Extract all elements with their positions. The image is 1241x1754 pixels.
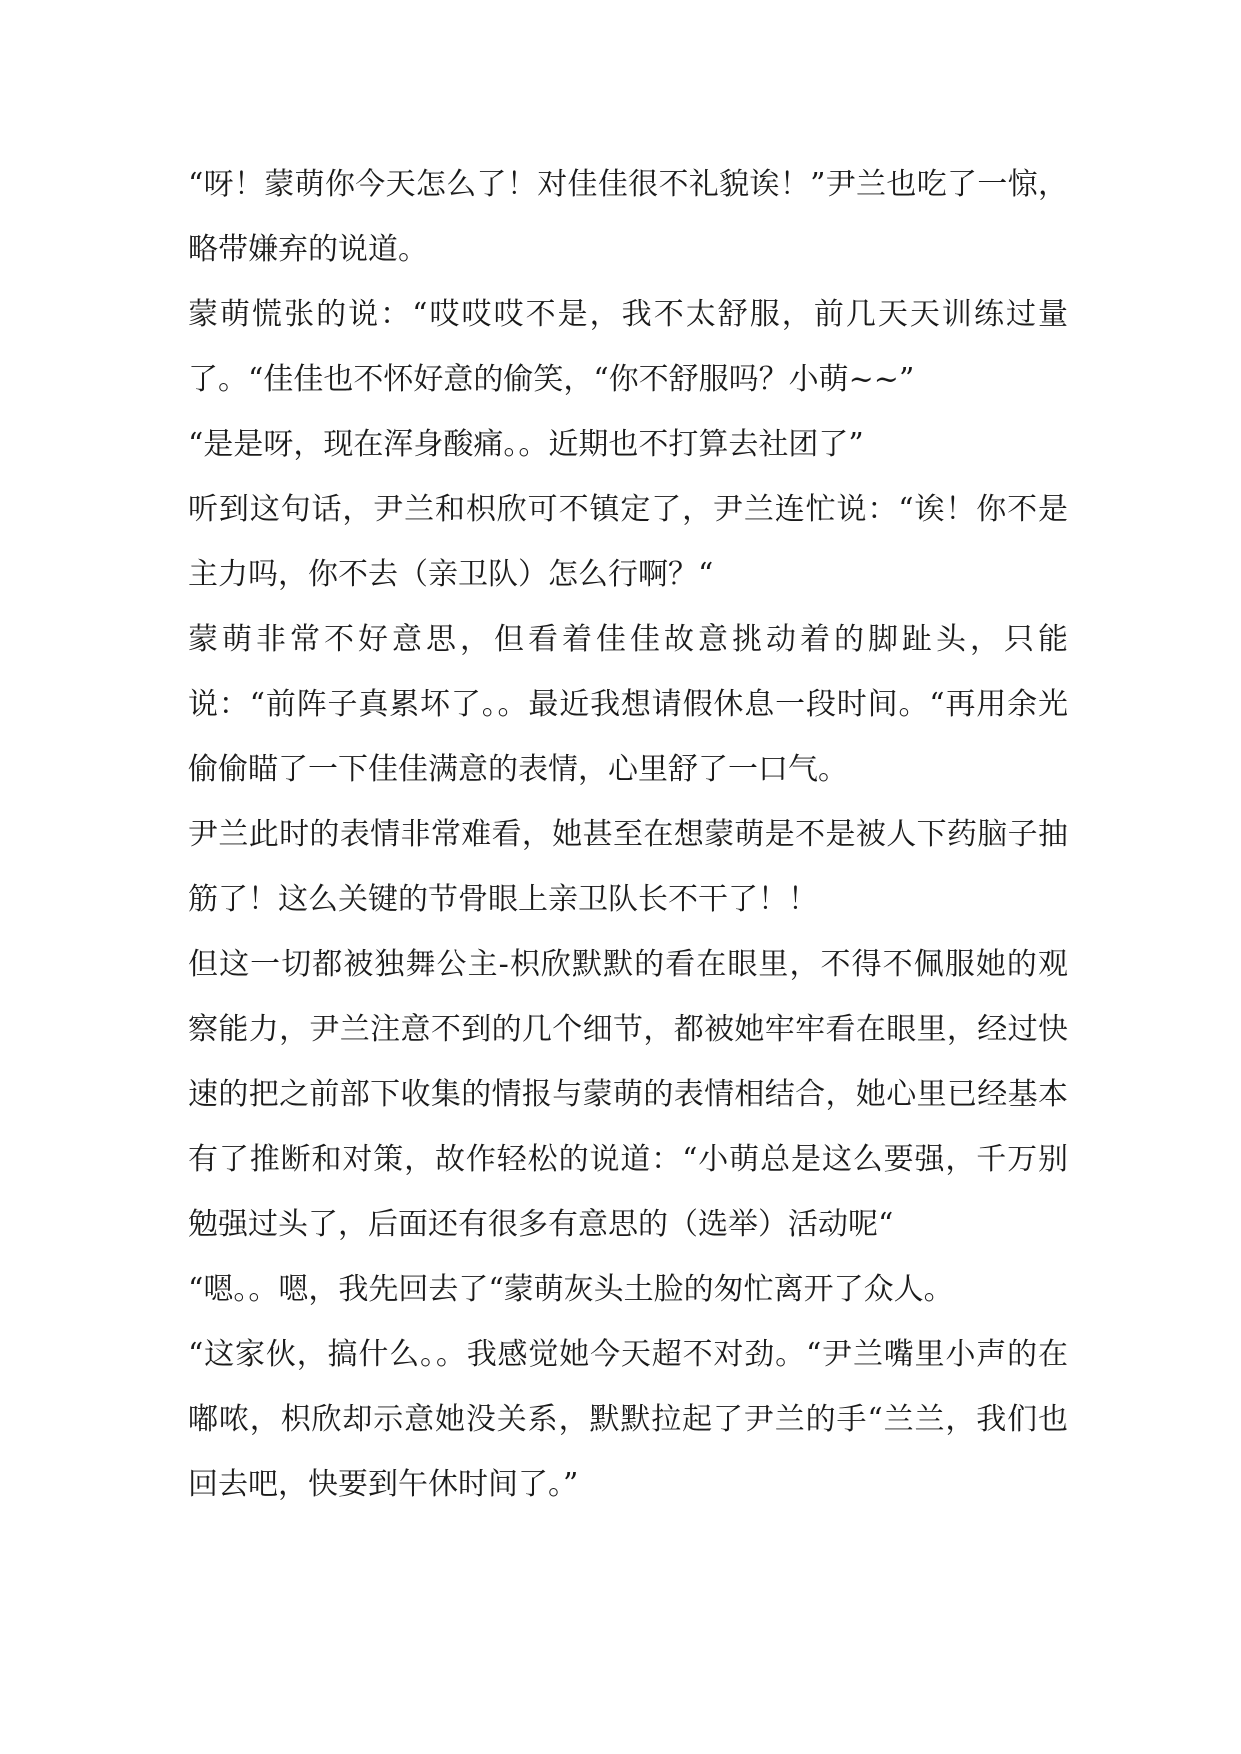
paragraph-1: “呀！蒙萌你今天怎么了！对佳佳很不礼貌诶！”尹兰也吃了一惊，略带嫌弃的说道。 <box>188 167 1068 267</box>
paragraph-5: 蒙萌非常不好意思，但看着佳佳故意挑动着的脚趾头，只能说：“前阵子真累坏了。。最近我想请假休息一段时间。“再用余光偷偷瞄了一下佳佳满意的表情，心里舒了一口气。 <box>188 622 1068 787</box>
document-body <box>188 152 1068 1517</box>
paragraph-6: 尹兰此时的表情非常难看，她甚至在想蒙萌是不是被人下药脑子抽筋了！这么关键的节骨眼上亲卫队长不干了！！ <box>188 817 1068 917</box>
paragraph-7: 但这一切都被独舞公主-枳欣默默的看在眼里，不得不佩服她的观察能力，尹兰注意不到的几个细节，都被她牢牢看在眼里，经过快速的把之前部下收集的情报与蒙萌的表情相结合，她心里已经基本有了推断和对策，故作轻松的说道：“小萌总是这么要强，千万别勉强过头了，后面还有很多有意思的（选举）活动呢“ <box>188 947 1068 1242</box>
paragraph-4: 听到这句话，尹兰和枳欣可不镇定了，尹兰连忙说：“诶！你不是主力吗，你不去（亲卫队）怎么行啊？“ <box>188 492 1068 592</box>
paragraph-9: “这家伙，搞什么。。我感觉她今天超不对劲。“尹兰嘴里小声的在嘟哝，枳欣却示意她没关系，默默拉起了尹兰的手“兰兰，我们也回去吧，快要到午休时间了。” <box>188 1337 1068 1502</box>
paragraph-8: “嗯。。嗯，我先回去了“蒙萌灰头土脸的匆忙离开了众人。 <box>188 1272 954 1307</box>
paragraph-2: 蒙萌慌张的说：“哎哎哎不是，我不太舒服，前几天天训练过量了。“佳佳也不怀好意的偷笑，“你不舒服吗？小萌~~” <box>188 297 1068 397</box>
paragraph-3: “是是呀，现在浑身酸痛。。近期也不打算去社团了” <box>188 427 864 462</box>
